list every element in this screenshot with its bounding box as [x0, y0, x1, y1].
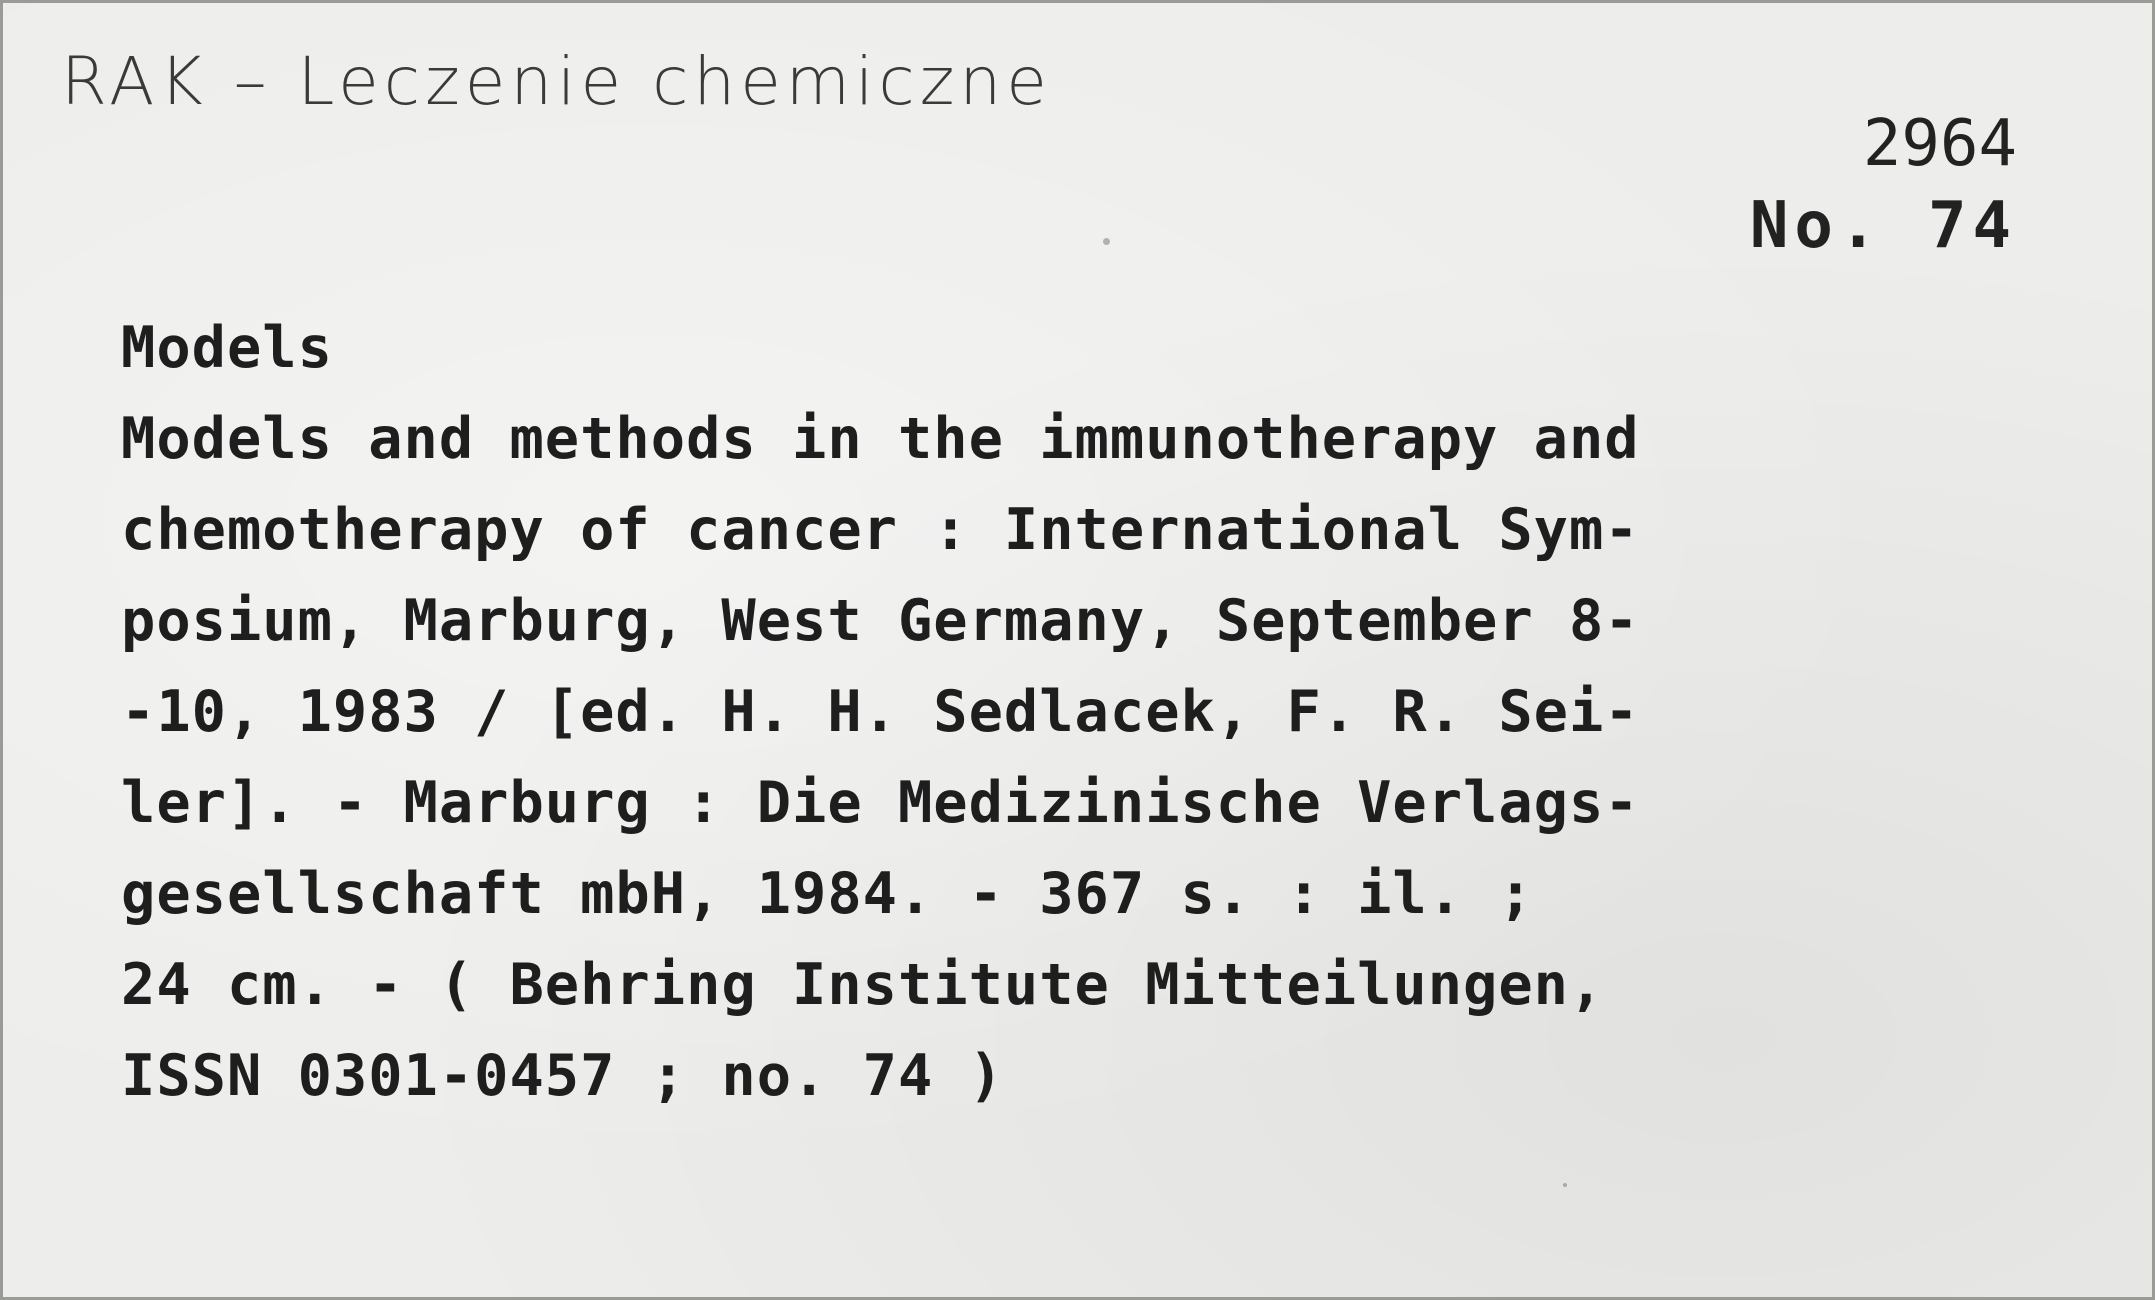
entry-line: posium, Marburg, West Germany, September 8-	[121, 588, 1640, 654]
paper-speck	[1103, 238, 1110, 245]
call-number-line-2: No. 74	[1749, 189, 2017, 263]
entry-line: 24 cm. - ( Behring Institute Mitteilungen,	[121, 952, 1605, 1018]
handwritten-subject-heading: RAK – Leczenie chemiczne	[61, 43, 1052, 120]
paper-speck	[1563, 1183, 1567, 1187]
call-number	[1750, 103, 2017, 267]
entry-line: Models	[121, 315, 333, 381]
entry-line: chemotherapy of cancer : International Sym-	[121, 497, 1640, 563]
entry-line: ISSN 0301-0457 ; no. 74 )	[121, 1043, 1004, 1109]
call-number-line-1: 2964	[1862, 107, 2017, 181]
entry-line: -10, 1983 / [ed. H. H. Sedlacek, F. R. Sei-	[121, 679, 1640, 745]
paper-speck	[523, 1063, 528, 1068]
bibliographic-entry	[121, 303, 1640, 1122]
entry-line: ler]. - Marburg : Die Medizinische Verlags-	[121, 770, 1640, 836]
entry-line: Models and methods in the immunotherapy and	[121, 406, 1640, 472]
entry-line: gesellschaft mbH, 1984. - 367 s. : il. ;	[121, 861, 1534, 927]
